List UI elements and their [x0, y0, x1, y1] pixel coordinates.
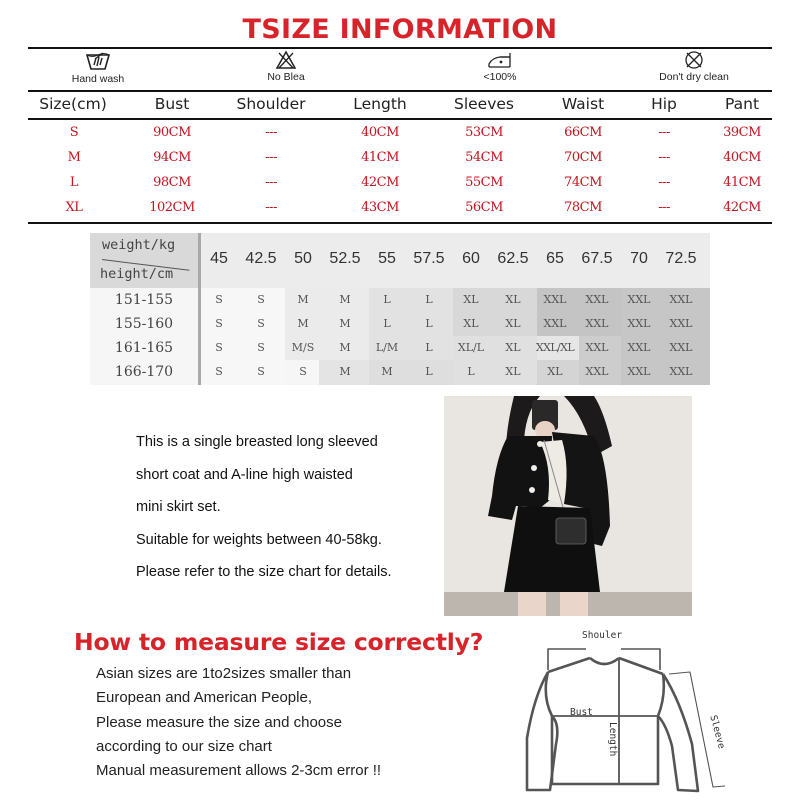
cell-bust: 94CM [153, 150, 191, 165]
description-line: Please refer to the size chart for details. [136, 564, 392, 580]
size-cell: XL [547, 365, 563, 378]
size-cell: L [425, 365, 433, 378]
header-waist: Waist [561, 95, 605, 113]
cell-pant: 42CM [723, 200, 761, 215]
weight-value: 62.5 [497, 250, 529, 267]
cell-waist: 74CM [564, 175, 602, 190]
cell-size: M [67, 150, 81, 165]
size-cell: XL [505, 317, 521, 330]
cell-waist: 66CM [564, 125, 602, 140]
size-cell: S [215, 341, 223, 354]
description-line: mini skirt set. [136, 499, 221, 515]
size-cell: M [339, 341, 351, 354]
measure-line: according to our size chart [96, 737, 272, 755]
no-dry-clean-icon [683, 50, 705, 70]
header-length: Length [353, 95, 407, 113]
cell-pant: 41CM [723, 175, 761, 190]
cell-hip: --- [658, 175, 670, 190]
description-line: Suitable for weights between 40-58kg. [136, 531, 382, 548]
cell-bust: 90CM [153, 125, 191, 140]
cell-shoulder: --- [265, 125, 277, 140]
size-cell: XXL [627, 317, 651, 330]
size-cell: XXL [543, 293, 567, 306]
table-corner-header [90, 233, 198, 288]
cell-bust: 102CM [149, 200, 195, 215]
cell-shoulder: --- [265, 150, 277, 165]
weight-height-table [90, 233, 710, 385]
cell-size: XL [65, 200, 83, 215]
height-range-label: 151-155 [90, 288, 198, 312]
height-axis-label: height/cm [100, 266, 174, 282]
size-cell: S [257, 317, 265, 330]
bust-label: Bust [570, 707, 593, 718]
size-table-header [28, 92, 772, 118]
size-cell: XXL [585, 317, 609, 330]
size-cell: XXL [627, 365, 651, 378]
how-to-measure-text [96, 662, 381, 783]
iron-low-heat-icon [486, 50, 514, 70]
page-title: TSIZE INFORMATION [242, 14, 558, 45]
height-range-label: 155-160 [90, 312, 198, 336]
length-label: Length [607, 722, 618, 757]
weight-value: 52.5 [329, 250, 361, 267]
size-cell: S [257, 365, 265, 378]
size-cell: L/M [375, 341, 399, 354]
size-cell: S [215, 317, 223, 330]
size-cell: XL [505, 293, 521, 306]
size-cell: XXL [585, 293, 609, 306]
jacket-outline-icon [520, 626, 770, 800]
care-item-no-dry-clean [624, 48, 764, 83]
size-cell: XXL [627, 293, 651, 306]
cell-pant: 40CM [723, 150, 761, 165]
header-hip: Hip [651, 95, 677, 113]
description-line: short coat and A-line high waisted [136, 466, 353, 483]
table-row [28, 172, 772, 196]
cell-shoulder: --- [265, 200, 277, 215]
size-cell: L [425, 317, 433, 330]
weight-value: 45 [210, 250, 228, 267]
care-item-no-bleach [216, 48, 356, 83]
size-cell: M [339, 317, 351, 330]
size-cell: XXL/XL [535, 341, 575, 354]
weight-value: 60 [462, 250, 480, 267]
weight-value: 55 [378, 250, 396, 267]
cell-length: 41CM [361, 150, 399, 165]
weight-axis-label: weight/kg [102, 237, 176, 253]
size-cell: XL [505, 365, 521, 378]
product-photo [444, 396, 692, 616]
description-line: This is a single breasted long sleeved [136, 434, 378, 450]
size-cell: L [467, 365, 475, 378]
weight-value: 72.5 [665, 250, 697, 267]
size-cell: XL [463, 317, 479, 330]
cell-pant: 39CM [723, 125, 761, 140]
measure-line: European and American People, [96, 689, 312, 707]
size-cell: L [383, 293, 391, 306]
cell-size: L [69, 175, 79, 190]
size-cell: L [383, 317, 391, 330]
measure-line: Manual measurement allows 2-3cm error !! [96, 762, 382, 780]
size-cell: XXL [585, 341, 609, 354]
size-cell: XL [505, 341, 521, 354]
size-cell: S [299, 365, 307, 378]
weight-value: 50 [294, 250, 312, 267]
size-cell: M [339, 293, 351, 306]
table-row [28, 122, 772, 146]
divider [28, 222, 772, 224]
weight-value: 65 [546, 250, 564, 267]
size-cell: M [297, 293, 309, 306]
weight-value: 42.5 [245, 250, 277, 267]
header-sleeves: Sleeves [453, 95, 515, 113]
size-cell: XXL [543, 317, 567, 330]
cell-sleeves: 53CM [465, 125, 503, 140]
cell-length: 42CM [361, 175, 399, 190]
product-description [136, 426, 392, 589]
care-label: No Blea [267, 71, 305, 83]
size-cell: XXL [585, 365, 609, 378]
how-to-measure-heading: How to measure size correctly? [74, 628, 484, 656]
cell-length: 40CM [361, 125, 399, 140]
care-label: <100% [483, 71, 517, 83]
cell-hip: --- [658, 150, 670, 165]
cell-sleeves: 54CM [465, 150, 503, 165]
measure-line: Asian sizes are 1to2sizes smaller than [96, 665, 352, 682]
size-cell: XXL [627, 341, 651, 354]
measure-line: Please measure the size and choose [96, 713, 342, 731]
cell-waist: 70CM [564, 150, 602, 165]
size-cell: XXL [669, 317, 693, 330]
size-cell: S [215, 293, 223, 306]
size-cell: M [381, 365, 393, 378]
header-bust: Bust [154, 95, 190, 113]
care-item-iron [430, 48, 570, 83]
measurement-diagram [520, 626, 770, 800]
cell-size: S [69, 125, 79, 140]
table-row [28, 147, 772, 171]
cell-sleeves: 55CM [465, 175, 503, 190]
height-range-label: 161-165 [90, 336, 198, 360]
sleeve-label: Sleeve [707, 714, 727, 751]
cell-shoulder: --- [265, 175, 277, 190]
size-cell: S [257, 293, 265, 306]
header-pant: Pant [724, 95, 760, 113]
size-cell: M [339, 365, 351, 378]
hand-wash-icon [85, 50, 111, 72]
size-cell: M [297, 317, 309, 330]
cell-hip: --- [658, 125, 670, 140]
cell-hip: --- [658, 200, 670, 215]
care-instructions [28, 48, 772, 90]
cell-waist: 78CM [564, 200, 602, 215]
height-range-label: 166-170 [90, 360, 198, 385]
care-item-hand-wash [28, 48, 168, 85]
size-cell: XL/L [457, 341, 485, 354]
size-cell: XXL [669, 365, 693, 378]
table-row [28, 197, 772, 221]
header-size: Size(cm) [39, 95, 107, 113]
divider [28, 118, 772, 120]
size-cell: L [425, 341, 433, 354]
cell-length: 43CM [361, 200, 399, 215]
care-label: Don't dry clean [659, 71, 729, 83]
size-cell: S [257, 341, 265, 354]
cell-bust: 98CM [153, 175, 191, 190]
care-label: Hand wash [71, 73, 125, 85]
size-cell: S [215, 365, 223, 378]
size-cell: XL [463, 293, 479, 306]
header-shoulder: Shoulder [236, 95, 306, 113]
cell-sleeves: 56CM [465, 200, 503, 215]
weight-value: 70 [630, 250, 648, 267]
size-cell: M/S [291, 341, 315, 354]
size-cell: XXL [669, 293, 693, 306]
weight-value: 57.5 [413, 250, 445, 267]
shoulder-label: Shouler [582, 630, 623, 641]
weight-value: 67.5 [581, 250, 613, 267]
size-cell: XXL [669, 341, 693, 354]
size-cell: L [425, 293, 433, 306]
no-bleach-icon [275, 50, 297, 70]
